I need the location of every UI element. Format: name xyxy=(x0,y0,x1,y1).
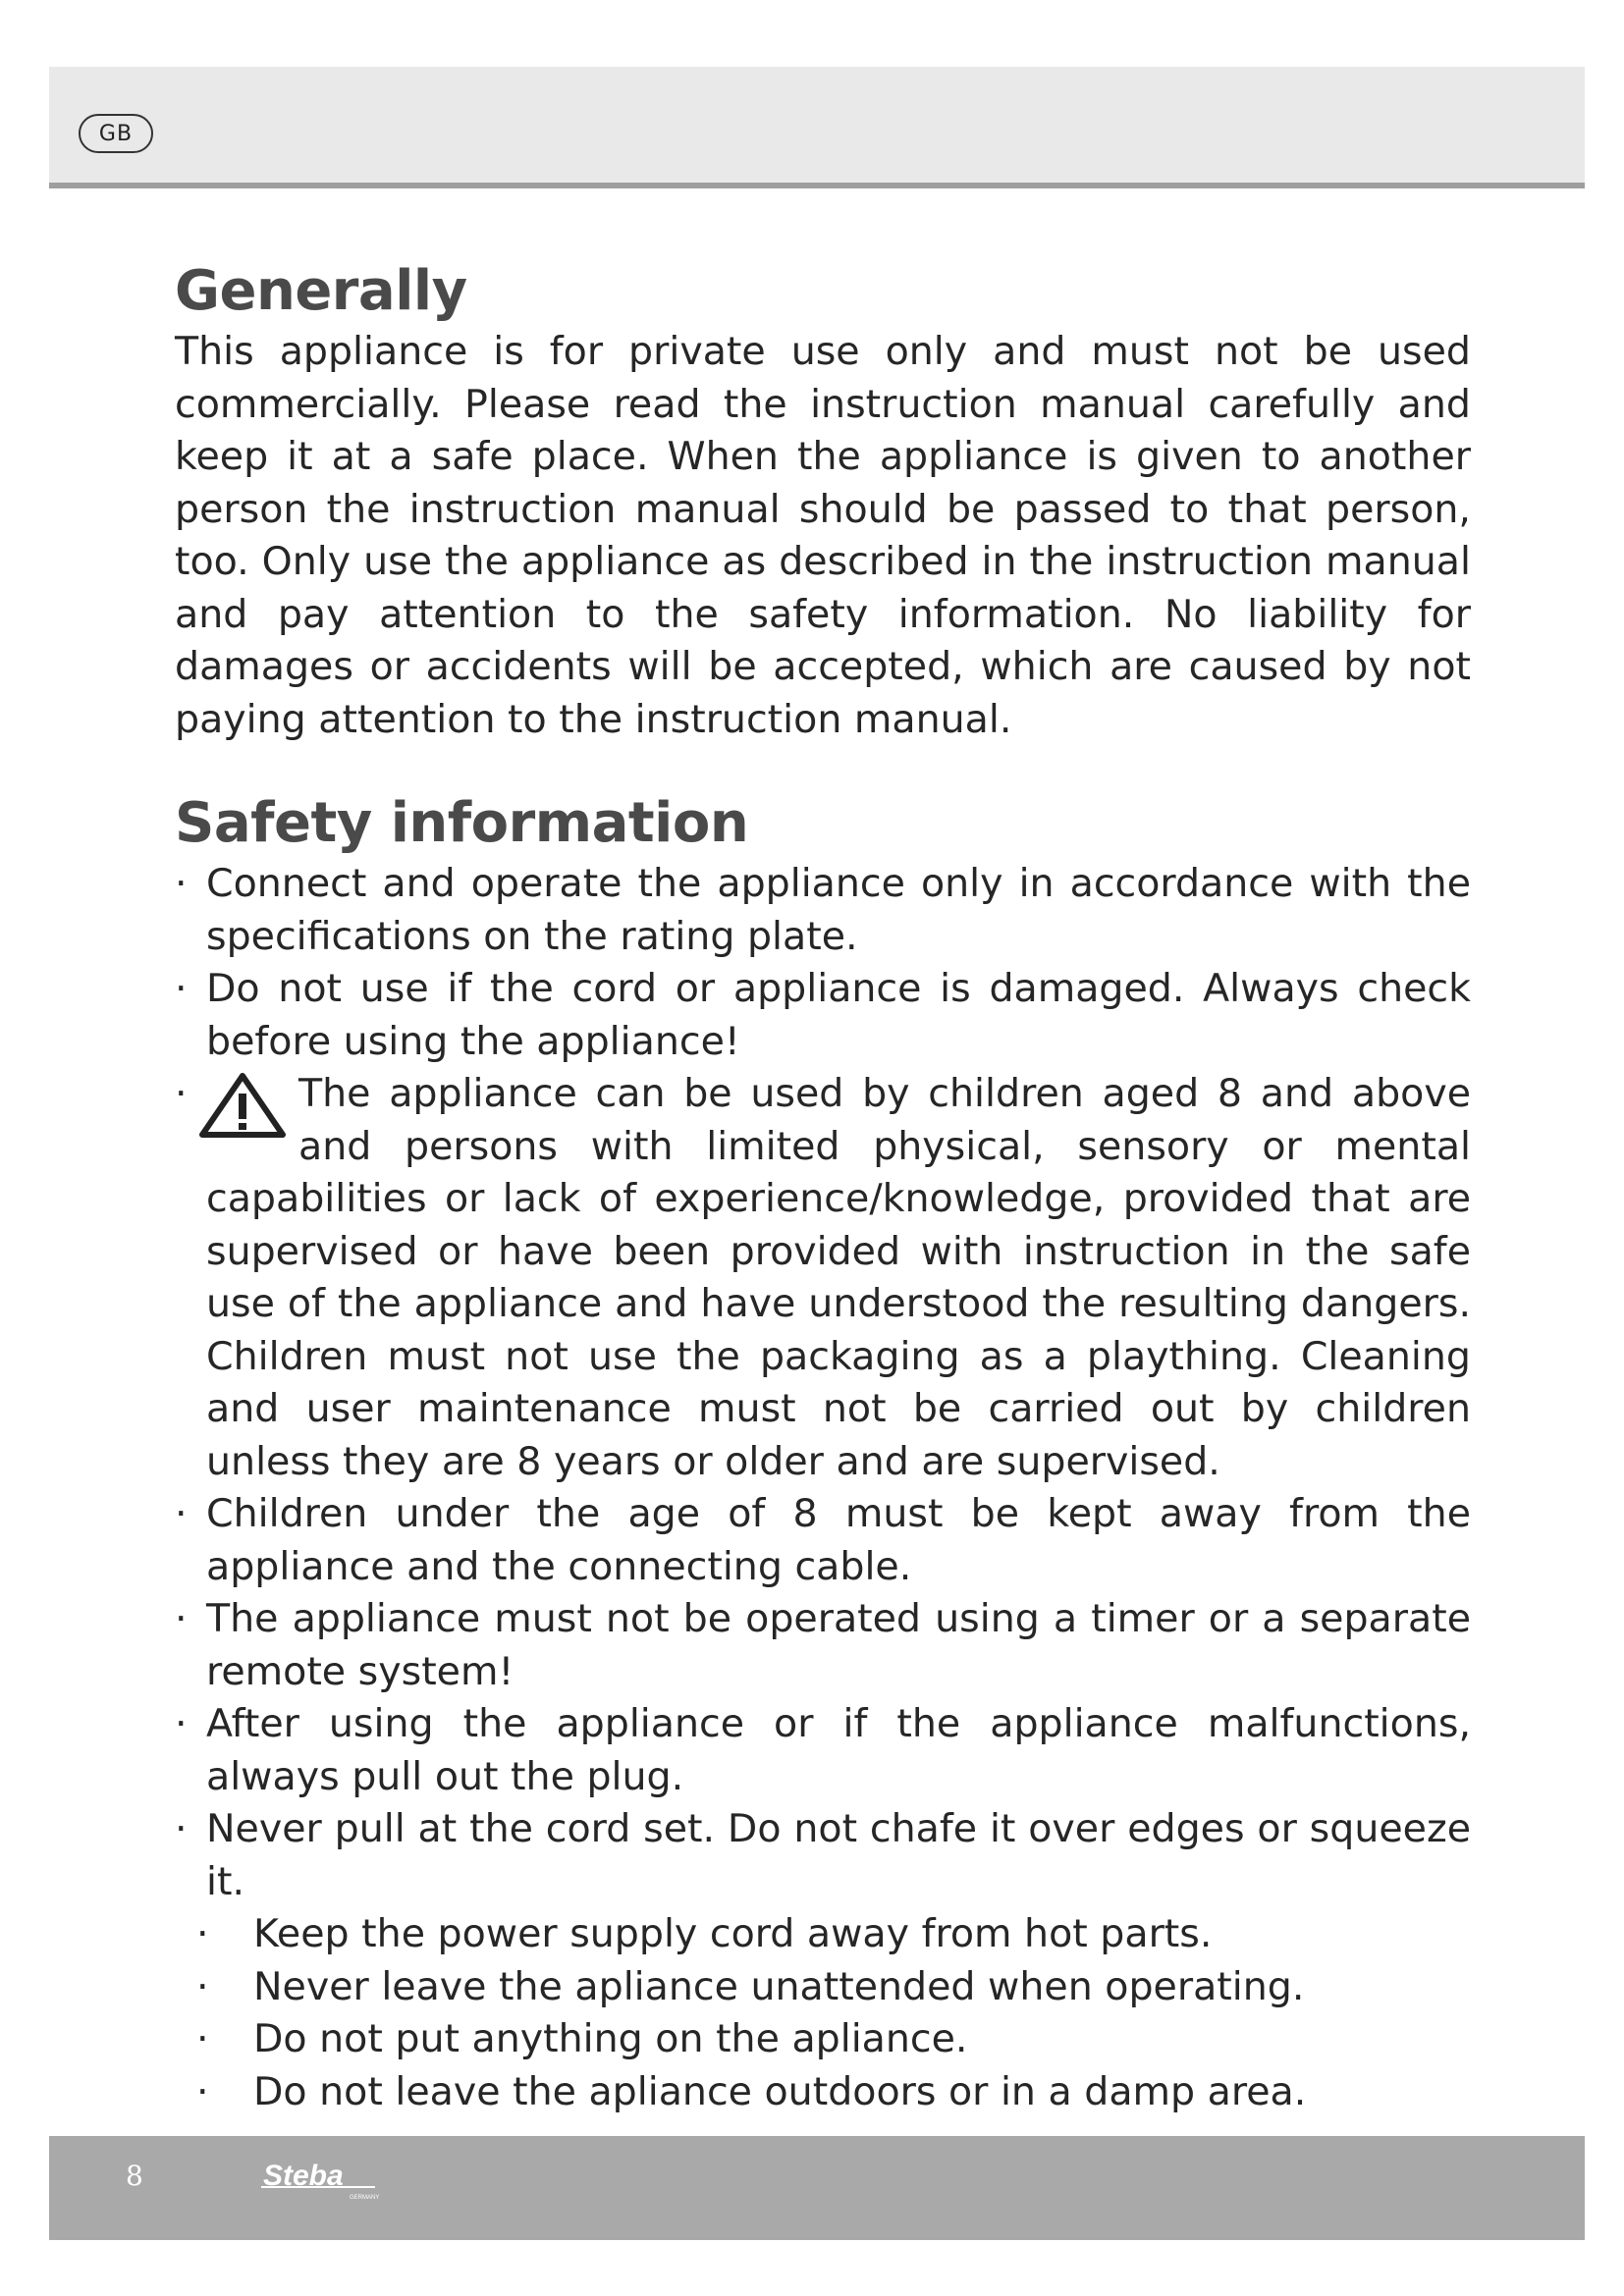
safety-heading: Safety information xyxy=(175,791,749,855)
safety-item-warning xyxy=(175,1068,1471,1488)
safety-item: · Never pull at the cord set. Do not chafe it over edges or squeeze it. xyxy=(175,1803,1471,1908)
safety-item-text: The appliance can be used by children aged 8 and above and persons with limited physical, sensory or mental capabilities or lack of experience/knowledge, provided that are supervised or have been provided with instruction in the safe use of the appliance and have understood the resulting dangers. Children must not use the packaging as a plaything. Cleaning and user maintenance must not be carried out by children unless they are 8 years or older and are supervised. xyxy=(206,1071,1471,1484)
language-badge: GB xyxy=(79,114,153,153)
safety-item: · Do not use if the cord or appliance is damaged. Always check before using the appliance! xyxy=(175,963,1471,1068)
warning-triangle-icon xyxy=(198,1072,287,1139)
safety-list xyxy=(175,858,1471,2118)
page-number: 8 xyxy=(126,2160,143,2192)
safety-item: · Connect and operate the appliance only in accordance with the specifications on the rating plate. xyxy=(175,858,1471,963)
safety-item: · The appliance must not be operated using a timer or a separate remote system! xyxy=(175,1593,1471,1698)
steba-logo xyxy=(257,2156,414,2205)
brand-name: Steba xyxy=(263,2160,344,2192)
brand-tagline: GERMANY xyxy=(350,2195,380,2201)
safety-item: · Never leave the apliance unattended when operating. xyxy=(175,1961,1471,2014)
safety-item: · Children under the age of 8 must be kept away from the appliance and the connecting cable. xyxy=(175,1488,1471,1593)
header-band xyxy=(49,67,1585,188)
page-content xyxy=(175,257,1471,2118)
safety-item: · Keep the power supply cord away from hot parts. xyxy=(175,1908,1471,1961)
generally-text: This appliance is for private use only and must not be used commercially. Please read the instruction manual carefully and keep it at a safe place. When the appliance is given to another person the instruction manual should be passed to that person, too. Only use the appliance as described in the instruction manual and pay attention to the safety information. No liability for damages or accidents will be accepted, which are caused by not paying attention to the instruction manual. xyxy=(175,329,1471,742)
generally-heading: Generally xyxy=(175,259,467,323)
safety-item: · Do not put anything on the apliance. xyxy=(175,2013,1471,2066)
safety-item: · Do not leave the apliance outdoors or in a damp area. xyxy=(175,2066,1471,2119)
safety-item: · After using the appliance or if the appliance malfunctions, always pull out the plug. xyxy=(175,1698,1471,1803)
